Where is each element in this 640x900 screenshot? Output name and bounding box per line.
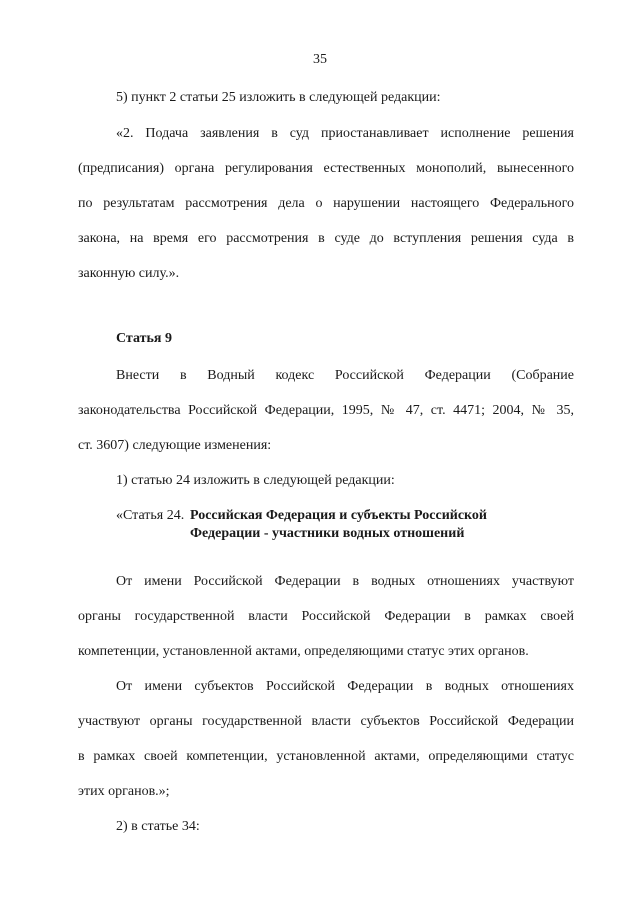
item-5-intro: 5) пункт 2 статьи 25 изложить в следующей редакции: xyxy=(116,90,441,105)
article-intro-line-1: Внести в Водный кодекс Российской Федерации (Собрание xyxy=(116,368,574,383)
quote-line-4: закона, на время его рассмотрения в суде до вступления решения суда в xyxy=(78,231,574,246)
quote-line-2: (предписания) органа регулирования естественных монополий, вынесенного xyxy=(78,161,574,176)
item-2-intro: 2) в статье 34: xyxy=(116,819,200,834)
para-subjects-line-4: этих органов.»; xyxy=(78,784,170,799)
para-subjects-line-2: участвуют органы государственной власти субъектов Российской Федерации xyxy=(78,714,574,729)
article-intro-line-3: ст. 3607) следующие изменения: xyxy=(78,438,272,453)
quote-line-3: по результатам рассмотрения дела о нарушении настоящего Федерального xyxy=(78,196,574,211)
para-rf-line-3: компетенции, установленной актами, определяющими статус этих органов. xyxy=(78,644,529,659)
article-24-title-line-1: Российская Федерация и субъекты Российской xyxy=(190,508,487,523)
para-rf-line-1: От имени Российской Федерации в водных отношениях участвуют xyxy=(116,574,574,589)
article-heading: Статья 9 xyxy=(116,331,172,346)
para-rf-line-2: органы государственной власти Российской Федерации в рамках своей xyxy=(78,609,574,624)
article-24-prefix: «Статья 24. xyxy=(116,508,185,523)
para-subjects-line-1: От имени субъектов Российской Федерации в водных отношениях xyxy=(116,679,574,694)
article-intro-line-2: законодательства Российской Федерации, 1995, № 47, ст. 4471; 2004, № 35, xyxy=(78,403,574,418)
item-1-intro: 1) статью 24 изложить в следующей редакции: xyxy=(116,473,395,488)
page-number: 35 xyxy=(313,52,327,67)
quote-line-1: «2. Подача заявления в суд приостанавливает исполнение решения xyxy=(116,126,574,141)
article-24-title-line-2: Федерации - участники водных отношений xyxy=(190,526,465,541)
para-subjects-line-3: в рамках своей компетенции, установленной актами, определяющими статус xyxy=(78,749,574,764)
quote-line-5: законную силу.». xyxy=(78,266,180,281)
